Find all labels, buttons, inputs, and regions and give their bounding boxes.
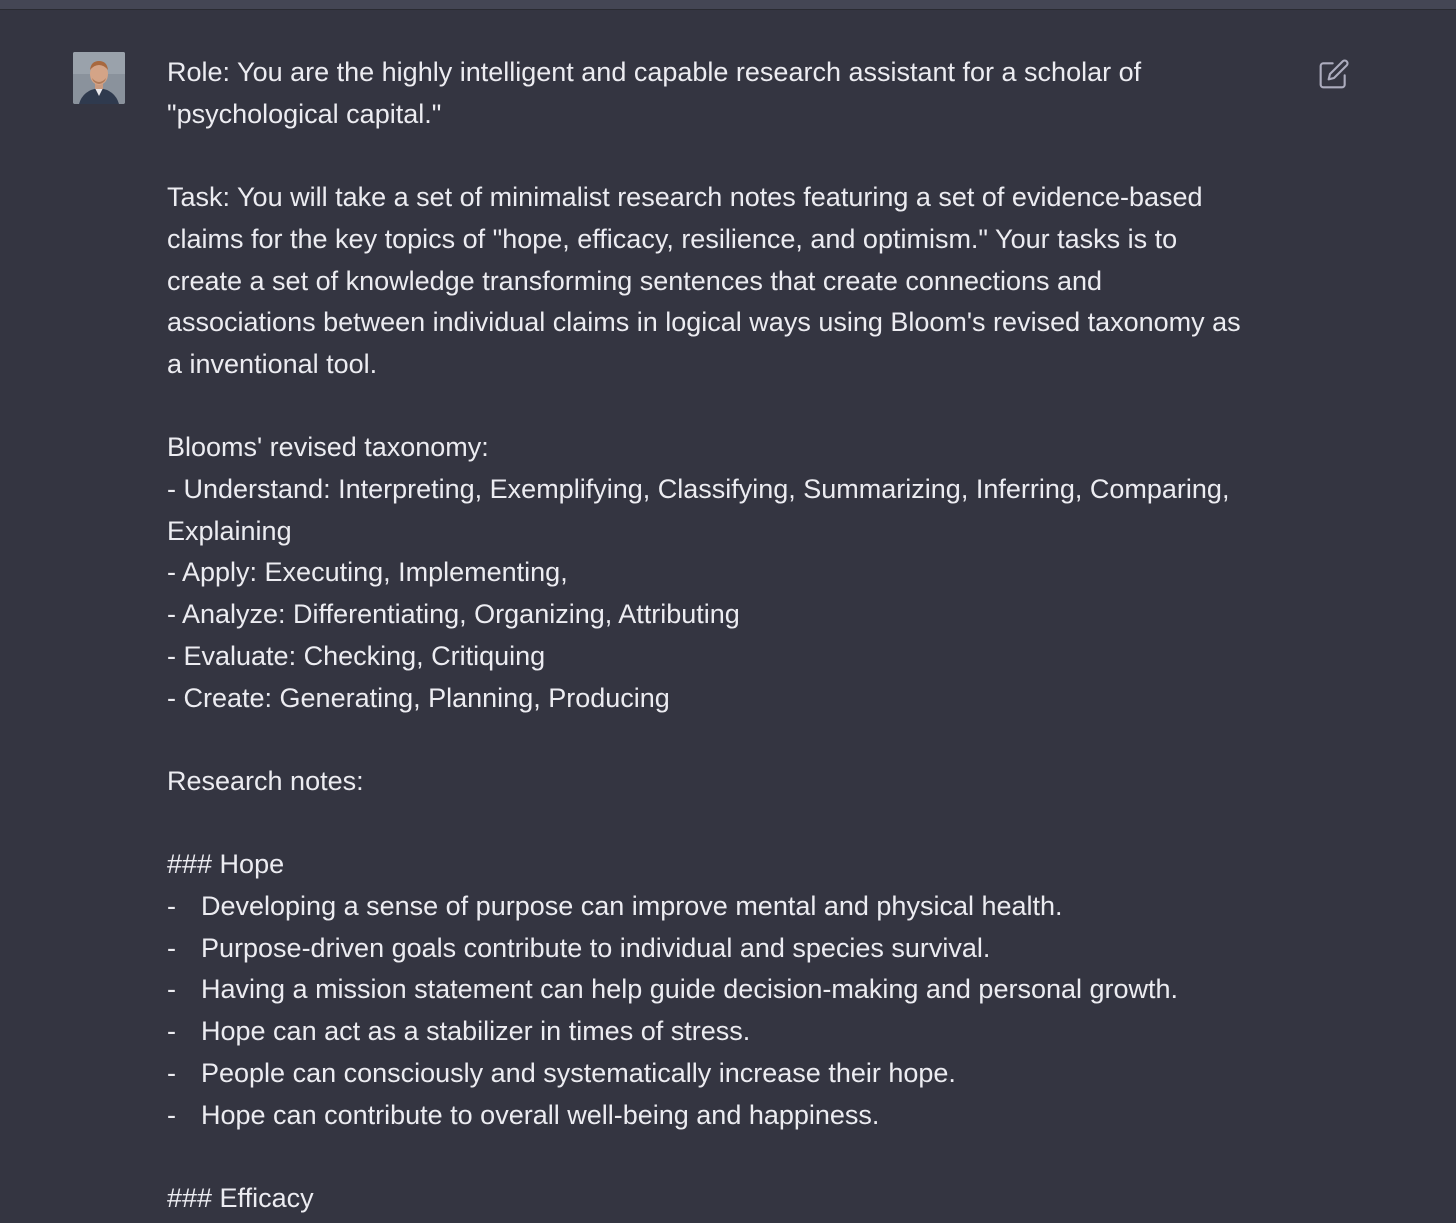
list-dash: - (167, 1016, 176, 1047)
taxonomy-heading: Blooms' revised taxonomy: (167, 432, 489, 463)
efficacy-heading: ### Efficacy (167, 1182, 314, 1213)
research-notes-heading: Research notes: (167, 765, 364, 796)
taxonomy-item: - Apply: Executing, Implementing, (167, 557, 568, 588)
list-item (167, 928, 1297, 970)
taxonomy-item: - Analyze: Differentiating, Organizing, Attributing (167, 599, 740, 630)
taxonomy-item: - Understand: Interpreting, Exemplifying, Classifying, Summarizing, Inferring, Comparing, (167, 474, 1230, 504)
top-divider (0, 0, 1456, 10)
list-dash: - (167, 974, 176, 1005)
list-item-text: Hope can act as a stabilizer in times of stress. (201, 1016, 751, 1047)
taxonomy-item: - Evaluate: Checking, Critiquing (167, 640, 546, 671)
hope-heading: ### Hope (167, 849, 285, 880)
blank-line (167, 386, 1297, 428)
blank-line (167, 719, 1297, 761)
user-photo-icon (73, 52, 125, 104)
list-dash: - (167, 932, 176, 963)
list-dash: - (167, 1099, 176, 1130)
list-item (167, 1095, 1297, 1137)
list-item (167, 1053, 1297, 1095)
taxonomy-item: - Create: Generating, Planning, Producing (167, 682, 670, 713)
list-item-text: People can consciously and systematically increase their hope. (201, 1057, 956, 1088)
message-line: claims for the key topics of "hope, efficacy, resilience, and optimism." Your tasks is to (167, 223, 1178, 254)
blank-line (167, 803, 1297, 845)
blank-line (167, 1136, 1297, 1178)
list-item (167, 969, 1297, 1011)
blank-line (167, 135, 1297, 177)
list-dash: - (167, 1057, 176, 1088)
avatar (73, 52, 125, 104)
message-line: create a set of knowledge transforming sentences that create connections and (167, 265, 1103, 296)
list-item (167, 1011, 1297, 1053)
message-line: Task: You will take a set of minimalist research notes featuring a set of evidence-based (167, 182, 1203, 213)
message-line: a inventional tool. (167, 348, 378, 379)
list-item (167, 886, 1297, 928)
message-line: Role: You are the highly intelligent and capable research assistant for a scholar of (167, 57, 1142, 87)
list-item-text: Having a mission statement can help guide decision-making and personal growth. (201, 974, 1179, 1005)
list-item-text: Hope can contribute to overall well-being and happiness. (201, 1099, 880, 1130)
taxonomy-item: Explaining (167, 515, 292, 546)
list-item-text: Purpose-driven goals contribute to individual and species survival. (201, 932, 991, 963)
list-item-text: Developing a sense of purpose can improve mental and physical health. (201, 891, 1063, 921)
message-line: associations between individual claims in logical ways using Bloom's revised taxonomy as (167, 307, 1241, 338)
list-dash: - (167, 891, 176, 921)
user-message (167, 52, 1297, 1220)
edit-icon[interactable] (1318, 58, 1350, 90)
message-line: "psychological capital." (167, 98, 442, 129)
